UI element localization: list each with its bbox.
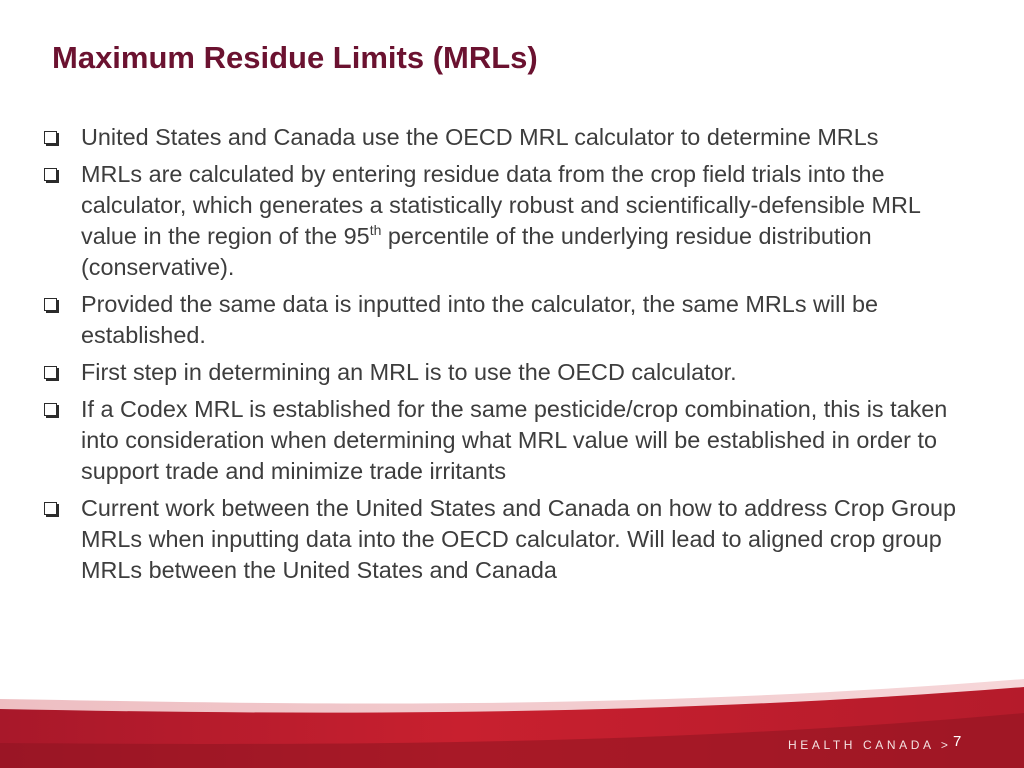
footer-wave-banner [0, 673, 1024, 768]
slide-title: Maximum Residue Limits (MRLs) [52, 40, 538, 75]
bullet-item [40, 357, 980, 388]
bullet-text: Current work between the United States and Canada on how to address Crop Group MRLs when inputting data into the OECD calculator. Will lead to aligned crop group MRLs between the United States and Canada [81, 495, 957, 583]
bullet-item [40, 122, 980, 153]
bullet-text: Provided the same data is inputted into the calculator, the same MRLs will be established. [81, 291, 879, 348]
checkbox-bullet-icon [44, 168, 57, 181]
bullet-list [40, 122, 980, 592]
checkbox-bullet-icon [44, 131, 57, 144]
checkbox-bullet-icon [44, 502, 57, 515]
bullet-text: United States and Canada use the OECD MRL calculator to determine MRLs [81, 124, 879, 150]
bullet-item [40, 159, 980, 283]
bullet-text: If a Codex MRL is established for the same pesticide/crop combination, this is taken into consideration when determining what MRL value will be established in order to support trade and minimize trade irritants [81, 396, 948, 484]
page-number: 7 [953, 733, 962, 750]
bullet-text-continued: percentile of the underlying residue distribution (conservative). [81, 223, 872, 280]
bullet-item [40, 394, 980, 487]
checkbox-bullet-icon [44, 298, 57, 311]
checkbox-bullet-icon [44, 366, 57, 379]
bullet-item [40, 493, 980, 586]
bullet-text: First step in determining an MRL is to use the OECD calculator. [81, 359, 737, 385]
footer-brand: HEALTH CANADA > [788, 738, 952, 752]
bullet-text: MRLs are calculated by entering residue data from the crop field trials into the calculator, which generates a statistically robust and scientifically-defensible MRL value in the region of the 95 [81, 161, 921, 249]
superscript-th: th [369, 222, 382, 238]
bullet-item [40, 289, 980, 351]
checkbox-bullet-icon [44, 403, 57, 416]
